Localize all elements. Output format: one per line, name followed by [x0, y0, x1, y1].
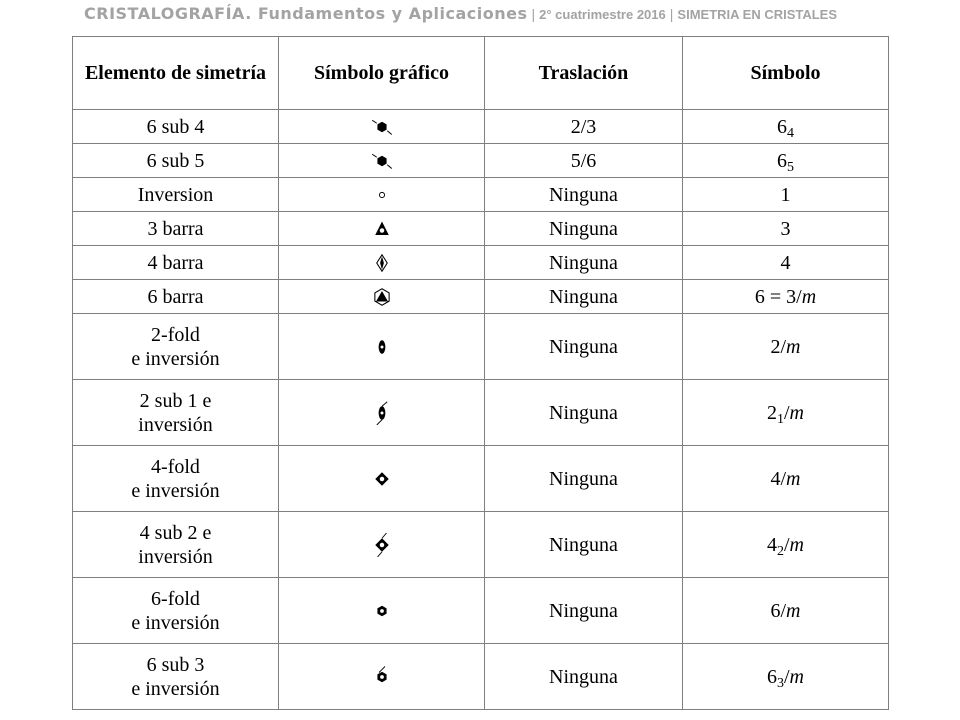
- element-name-line: 6 sub 3: [146, 653, 205, 676]
- symbol-base: 4: [780, 251, 791, 274]
- table-row: [73, 644, 889, 710]
- table-row: [73, 178, 889, 212]
- element-name-cell: [73, 314, 279, 380]
- element-name-line: 6 sub 4: [146, 115, 205, 138]
- graphic-symbol-cell: [279, 212, 485, 246]
- element-name-cell: [73, 144, 279, 178]
- translation-cell: 2/3: [485, 110, 683, 144]
- header-separator: |: [531, 6, 536, 22]
- symbol-slash: /: [783, 401, 790, 424]
- hexagon-screw-center-icon: [365, 665, 399, 689]
- element-name-line: 4 barra: [147, 251, 204, 274]
- symbol-cell: [683, 512, 889, 578]
- symbol-slash: /: [783, 533, 790, 556]
- slide-header: [84, 4, 954, 30]
- symbol-suffix: [784, 534, 804, 556]
- symbol-suffix: m: [801, 285, 817, 308]
- graphic-symbol-cell: [279, 578, 485, 644]
- graphic-symbol-cell: [279, 380, 485, 446]
- symbol-subscript: 5: [787, 159, 794, 175]
- symbol-cell: [683, 212, 889, 246]
- translation-cell: Ninguna: [485, 314, 683, 380]
- symbol-cell: [683, 380, 889, 446]
- table-row: [73, 578, 889, 644]
- element-name-cell: [73, 212, 279, 246]
- symbol-cell: [683, 178, 889, 212]
- element-name-cell: [73, 512, 279, 578]
- column-header-graphic-symbol: Símbolo gráfico: [279, 37, 485, 110]
- table-row: [73, 212, 889, 246]
- element-name-line: e inversión: [131, 479, 220, 502]
- table-row: [73, 280, 889, 314]
- hexagon-rotoinversion-icon: [365, 285, 399, 309]
- symbol-subscript: 2: [776, 543, 784, 559]
- element-name-cell: [73, 578, 279, 644]
- translation-cell: 5/6: [485, 144, 683, 178]
- column-header-element: Elemento de simetría: [73, 37, 279, 110]
- symbol-subscript: 1: [776, 411, 784, 427]
- header-separator-2: |: [669, 6, 674, 22]
- element-name-line: 6 barra: [147, 285, 204, 308]
- symbol-base: 2/: [770, 335, 787, 358]
- table-row: [73, 246, 889, 280]
- element-name-cell: [73, 110, 279, 144]
- element-name-cell: [73, 446, 279, 512]
- hexagon-center-icon: [365, 599, 399, 623]
- translation-cell: Ninguna: [485, 644, 683, 710]
- symbol-mirror-letter: m: [789, 665, 804, 688]
- symbol-cell: [683, 578, 889, 644]
- element-name-line: 2-fold: [151, 323, 200, 346]
- ellipse-center-icon: [365, 335, 399, 359]
- element-name-cell: [73, 246, 279, 280]
- symbol-slash: /: [783, 665, 790, 688]
- translation-cell: Ninguna: [485, 578, 683, 644]
- symbol-base: 6: [777, 149, 787, 172]
- symbol-base: 4/: [770, 467, 787, 490]
- element-name-cell: [73, 178, 279, 212]
- graphic-symbol-cell: [279, 144, 485, 178]
- element-name-line: inversión: [138, 413, 213, 436]
- graphic-symbol-cell: [279, 246, 485, 280]
- graphic-symbol-cell: [279, 644, 485, 710]
- translation-cell: Ninguna: [485, 212, 683, 246]
- symbol-cell: [683, 446, 889, 512]
- symbol-cell: [683, 246, 889, 280]
- symbol-base: 3: [780, 217, 791, 240]
- hexagon-screw-axis-icon: [365, 149, 399, 173]
- symbol-base: 1: [780, 183, 791, 206]
- element-name-line: e inversión: [131, 347, 220, 370]
- symbol-base: 4: [766, 533, 777, 556]
- element-name-line: 6-fold: [151, 587, 200, 610]
- ellipse-screw-center-icon: [365, 401, 399, 425]
- translation-cell: Ninguna: [485, 178, 683, 212]
- symbol-base: 6: [766, 665, 777, 688]
- column-header-symbol: Símbolo: [683, 37, 889, 110]
- graphic-symbol-cell: [279, 280, 485, 314]
- slide-topic: SIMETRIA EN CRISTALES: [677, 7, 838, 22]
- translation-cell: Ninguna: [485, 446, 683, 512]
- course-title: CRISTALOGRAFÍA. Fundamentos y Aplicaciones: [84, 4, 528, 23]
- symbol-mirror-letter: m: [789, 401, 804, 424]
- element-name-line: 6 sub 5: [146, 149, 205, 172]
- symbol-base: 6: [777, 115, 787, 138]
- symbol-cell: [683, 144, 889, 178]
- hexagon-screw-axis-icon: [365, 115, 399, 139]
- course-term: 2° cuatrimestre 2016: [539, 7, 666, 22]
- table-row: [73, 144, 889, 178]
- element-name-line: Inversion: [137, 183, 214, 206]
- symbol-base: 6 = 3/: [754, 285, 802, 308]
- symbol-suffix: [784, 402, 804, 424]
- symbol-cell: [683, 314, 889, 380]
- square-center-icon: [365, 467, 399, 491]
- table-header-row: [73, 37, 889, 110]
- element-name-line: e inversión: [131, 611, 220, 634]
- graphic-symbol-cell: [279, 178, 485, 212]
- element-name-line: 4 sub 2 e: [139, 521, 212, 544]
- table-row: [73, 380, 889, 446]
- element-name-cell: [73, 380, 279, 446]
- element-name-line: 2 sub 1 e: [139, 389, 212, 412]
- graphic-symbol-cell: [279, 512, 485, 578]
- element-name-cell: [73, 644, 279, 710]
- element-name-cell: [73, 280, 279, 314]
- graphic-symbol-cell: [279, 446, 485, 512]
- column-header-translation: Traslación: [485, 37, 683, 110]
- element-name-line: 4-fold: [151, 455, 200, 478]
- table-body: [73, 110, 889, 710]
- graphic-symbol-cell: [279, 110, 485, 144]
- symbol-cell: [683, 280, 889, 314]
- symbol-suffix: m: [786, 599, 801, 622]
- symbol-subscript: 3: [776, 675, 784, 691]
- graphic-symbol-cell: [279, 314, 485, 380]
- square-screw-center-icon: [365, 533, 399, 557]
- translation-cell: Ninguna: [485, 280, 683, 314]
- symbol-base: 2: [766, 401, 777, 424]
- symmetry-elements-table: [72, 36, 889, 710]
- translation-cell: Ninguna: [485, 512, 683, 578]
- symbol-suffix: m: [786, 335, 801, 358]
- table-row: [73, 446, 889, 512]
- translation-cell: Ninguna: [485, 246, 683, 280]
- symbol-cell: [683, 110, 889, 144]
- triangle-rotoinversion-icon: [365, 217, 399, 241]
- symbol-suffix: m: [786, 467, 801, 490]
- symbol-base: 6/: [770, 599, 787, 622]
- translation-cell: Ninguna: [485, 380, 683, 446]
- element-name-line: 3 barra: [147, 217, 204, 240]
- symbol-subscript: 4: [787, 125, 794, 141]
- symbol-mirror-letter: m: [789, 533, 804, 556]
- symbol-suffix: [784, 666, 804, 688]
- table-row: [73, 512, 889, 578]
- element-name-line: e inversión: [131, 677, 220, 700]
- inversion-circle-icon: [365, 183, 399, 207]
- symbol-cell: [683, 644, 889, 710]
- square-rotoinversion-icon: [365, 251, 399, 275]
- table-row: [73, 314, 889, 380]
- table-row: [73, 110, 889, 144]
- element-name-line: inversión: [138, 545, 213, 568]
